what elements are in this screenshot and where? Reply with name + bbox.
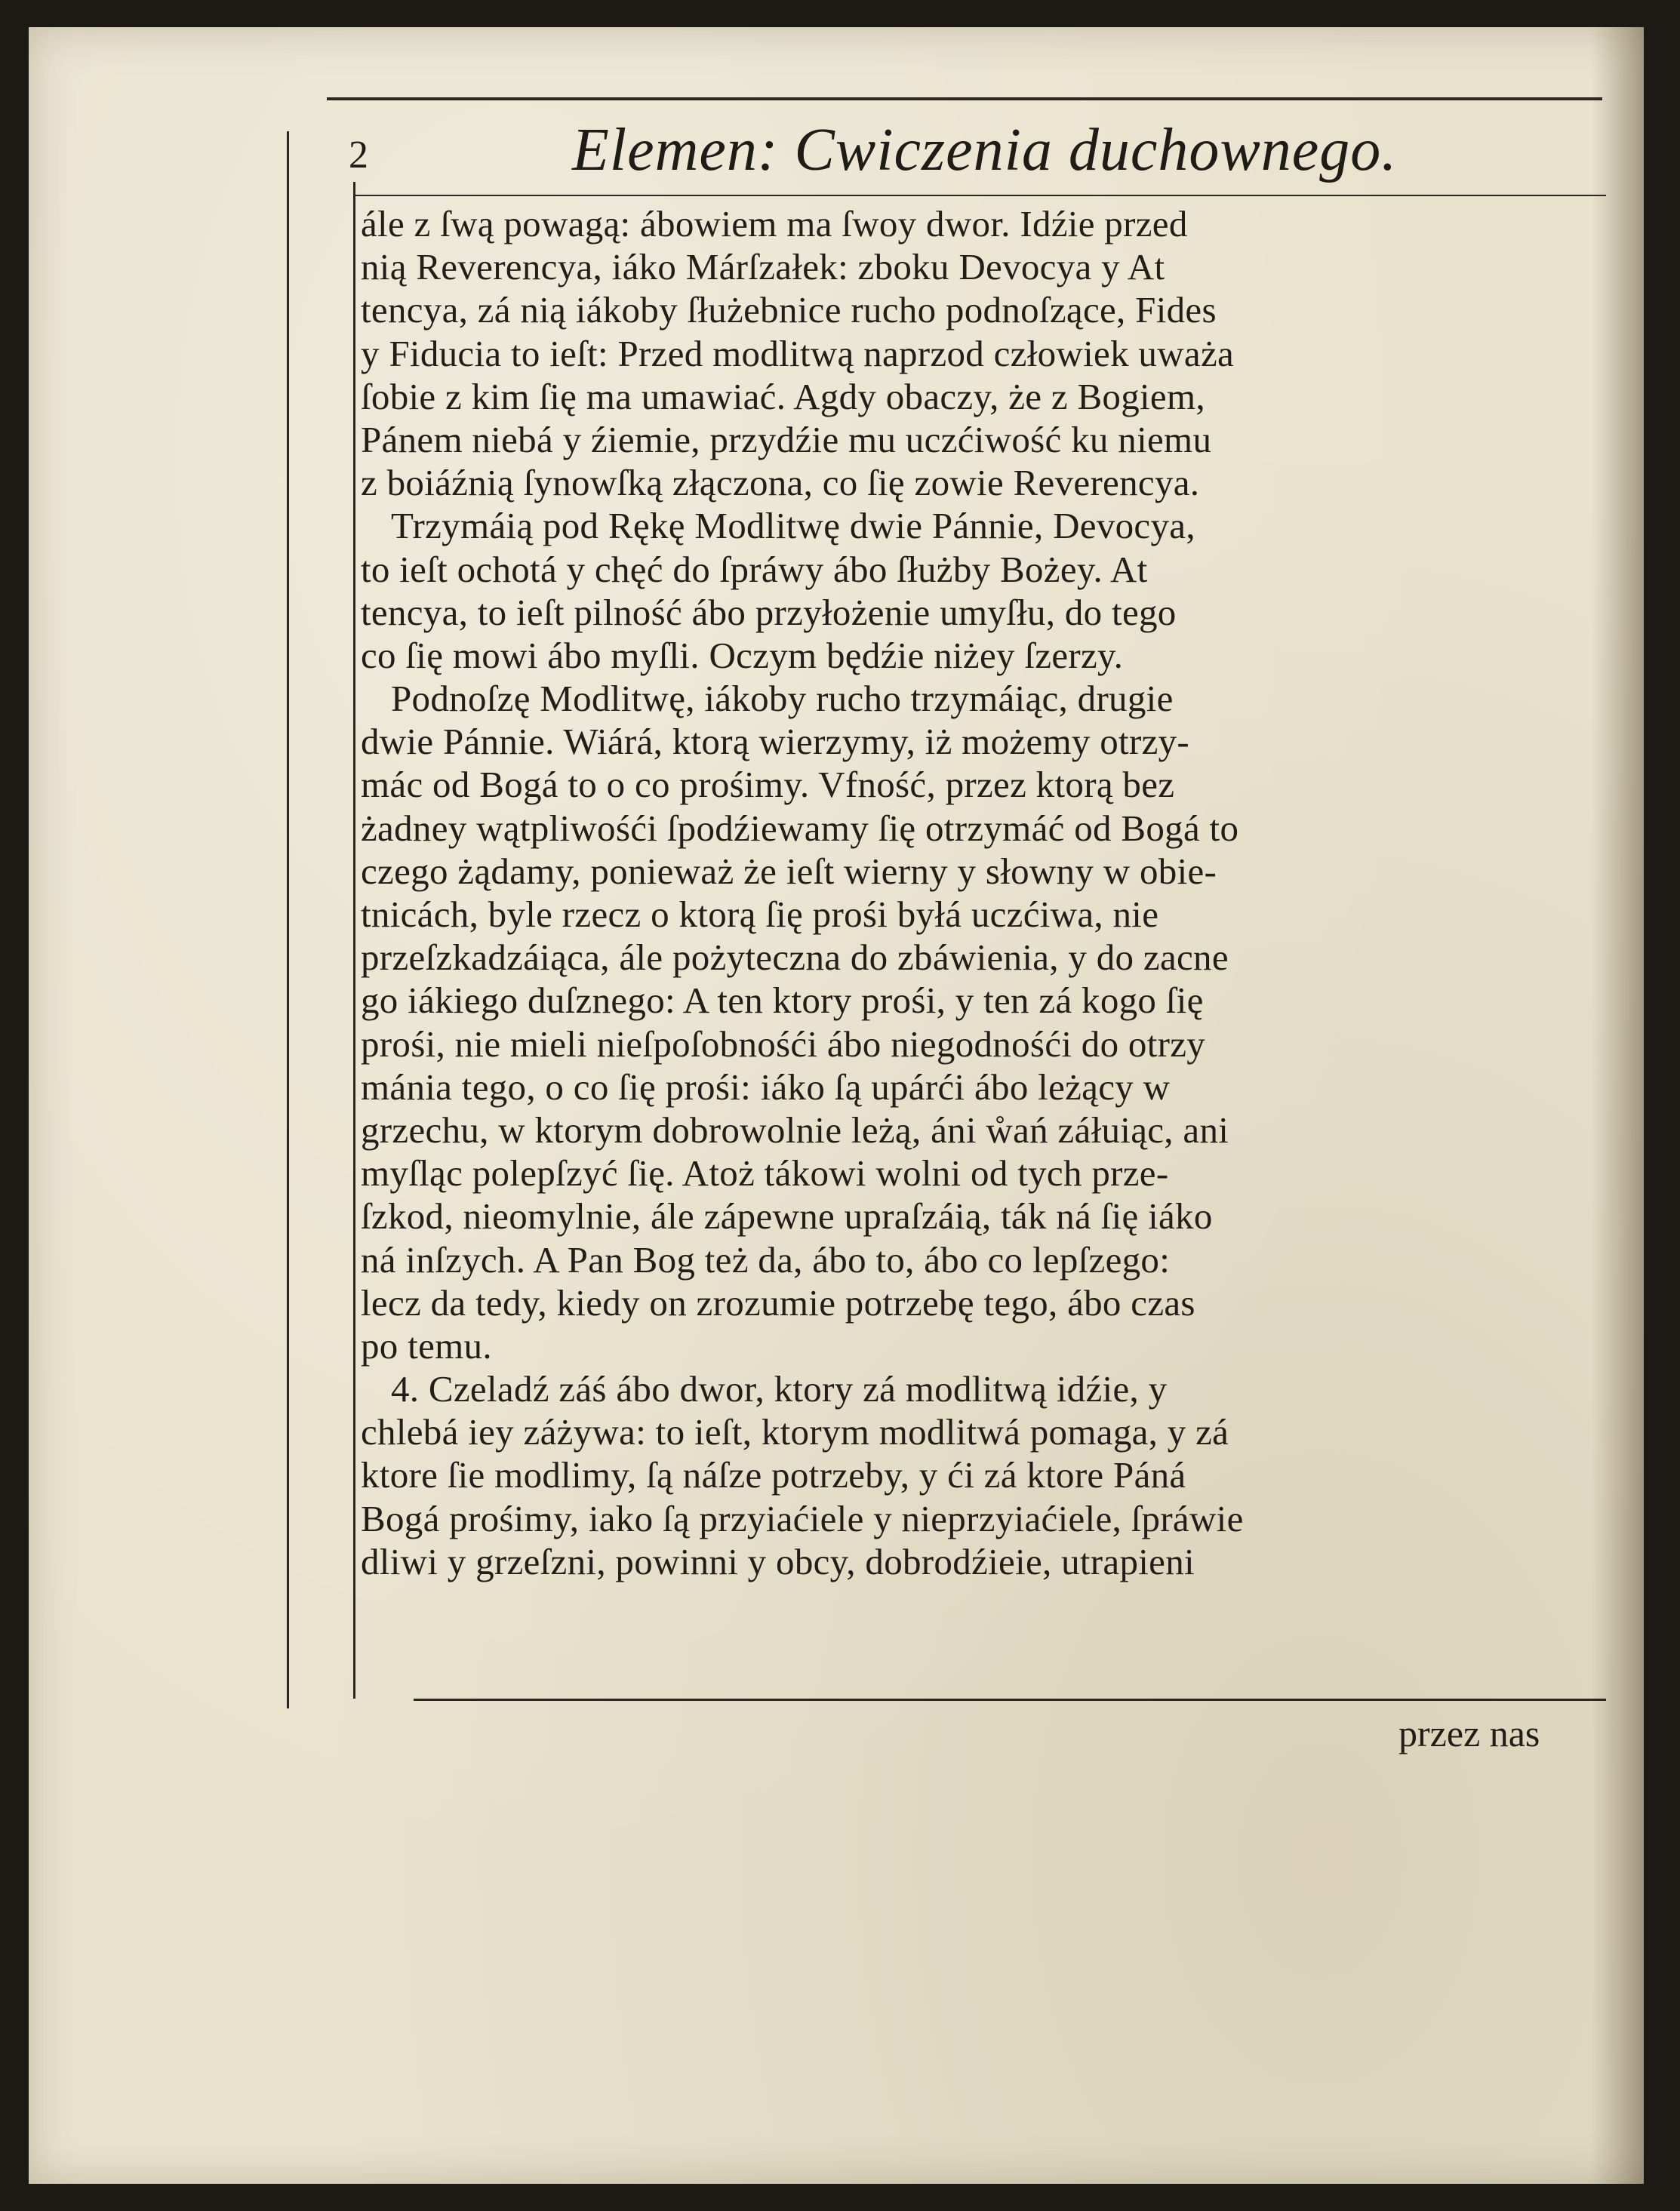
left-inner-rule	[353, 182, 355, 1699]
text-line: ſzkod, nieomylnie, ále zápewne upraſzáią, ták ná ſię iáko	[361, 1195, 1213, 1238]
text-block	[361, 202, 1614, 1583]
page-header	[346, 116, 1606, 192]
text-line: Pánem niebá y źiemie, przydźie mu uczćiwość ku niemu	[361, 418, 1212, 460]
text-line: tencya, to ieſt pilność ábo przyłożenie umyſłu, do tego	[361, 591, 1177, 633]
page-number: 2	[349, 134, 368, 177]
text-line: prośi, nie mieli nieſpoſobnośći ábo niegodnośći do otrzy	[361, 1022, 1206, 1065]
top-rule	[327, 97, 1602, 100]
text-line: dliwi y grzeſzni, powinni y obcy, dobrodźieie, utrapieni	[361, 1540, 1195, 1582]
header-rule	[353, 195, 1606, 196]
book-page	[29, 27, 1644, 2184]
text-line: z boiáźnią ſynowſką złączona, co ſię zowie Reverencya.	[361, 462, 1200, 504]
text-line: Trzymáią pod Rękę Modlitwę dwie Pánnie, Devocya,	[391, 505, 1195, 547]
text-line: co ſię mowi ábo myſli. Oczym będźie niżey ſzerzy.	[361, 634, 1124, 676]
text-line: myſląc polepſzyć ſię. Atoż tákowi wolni od tych prze-	[361, 1152, 1169, 1195]
text-line: go iákiego duſznego: A ten ktory prośi, y ten zá kogo ſię	[361, 979, 1204, 1022]
text-line: mác od Bogá to o co prośimy. Vfność, przez ktorą bez	[361, 764, 1175, 806]
text-line: nią Reverencya, iáko Márſzałek: zboku Devocya y At	[361, 246, 1165, 288]
text-line: przeſzkadzáiąca, ále pożyteczna do zbáwienia, y do zacne	[361, 936, 1229, 979]
text-line: chlebá iey záżywa: to ieſt, ktorym modlitwá pomaga, y zá	[361, 1411, 1229, 1453]
text-line: ſobie z kim ſię ma umawiać. Agdy obaczy, że z Bogiem,	[361, 375, 1205, 417]
text-line: to ieſt ochotá y chęć do ſpráwy ábo ſłużby Bożey. At	[361, 548, 1148, 590]
text-line: 4. Czeladź záś ábo dwor, ktory zá modlitwą idźie, y	[391, 1368, 1168, 1410]
bottom-rule	[414, 1699, 1606, 1701]
text-line: lecz da tedy, kiedy on zrozumie potrzebę tego, ábo czas	[361, 1281, 1195, 1324]
left-outer-rule	[287, 131, 289, 1708]
text-line: mánia tego, o co ſię prośi: iáko ſą upárći ábo leżący w	[361, 1066, 1171, 1108]
running-title: Elemen: Cwiczenia duchownego.	[572, 117, 1398, 183]
catchword: przez nas	[1398, 1712, 1540, 1754]
text-line: czego żądamy, ponieważ że ieſt wierny y słowny w obie-	[361, 850, 1217, 892]
text-line: ná inſzych. A Pan Bog też da, ábo to, ábo co lepſzego:	[361, 1238, 1171, 1281]
text-line: dwie Pánnie. Wiárá, ktorą wierzymy, iż możemy otrzy-	[361, 721, 1190, 763]
text-line: tencya, zá nią iákoby ſłużebnice rucho podnoſzące, Fides	[361, 289, 1217, 331]
text-line: grzechu, w ktorym dobrowolnie leżą, áni ẘań záłuiąc, ani	[361, 1109, 1229, 1151]
text-line: żadney wątpliwośći ſpodźiewamy ſię otrzymáć od Bogá to	[361, 807, 1239, 849]
text-line: po temu.	[361, 1324, 492, 1367]
text-line: Bogá prośimy, iako ſą przyiaćiele y nieprzyiaćiele, ſpráwie	[361, 1497, 1244, 1539]
text-line: tnicách, byle rzecz o ktorą ſię prośi byłá uczćiwa, nie	[361, 893, 1159, 935]
text-line: Podnoſzę Modlitwę, iákoby rucho trzymáiąc, drugie	[391, 678, 1174, 720]
text-line: ktore ſie modlimy, ſą náſze potrzeby, y ći zá ktore Páná	[361, 1454, 1186, 1496]
text-line: y Fiducia to ieſt: Przed modlitwą naprzod człowiek uważa	[361, 332, 1235, 374]
text-line: ále z ſwą powagą: ábowiem ma ſwoy dwor. Idźie przed	[361, 203, 1188, 244]
